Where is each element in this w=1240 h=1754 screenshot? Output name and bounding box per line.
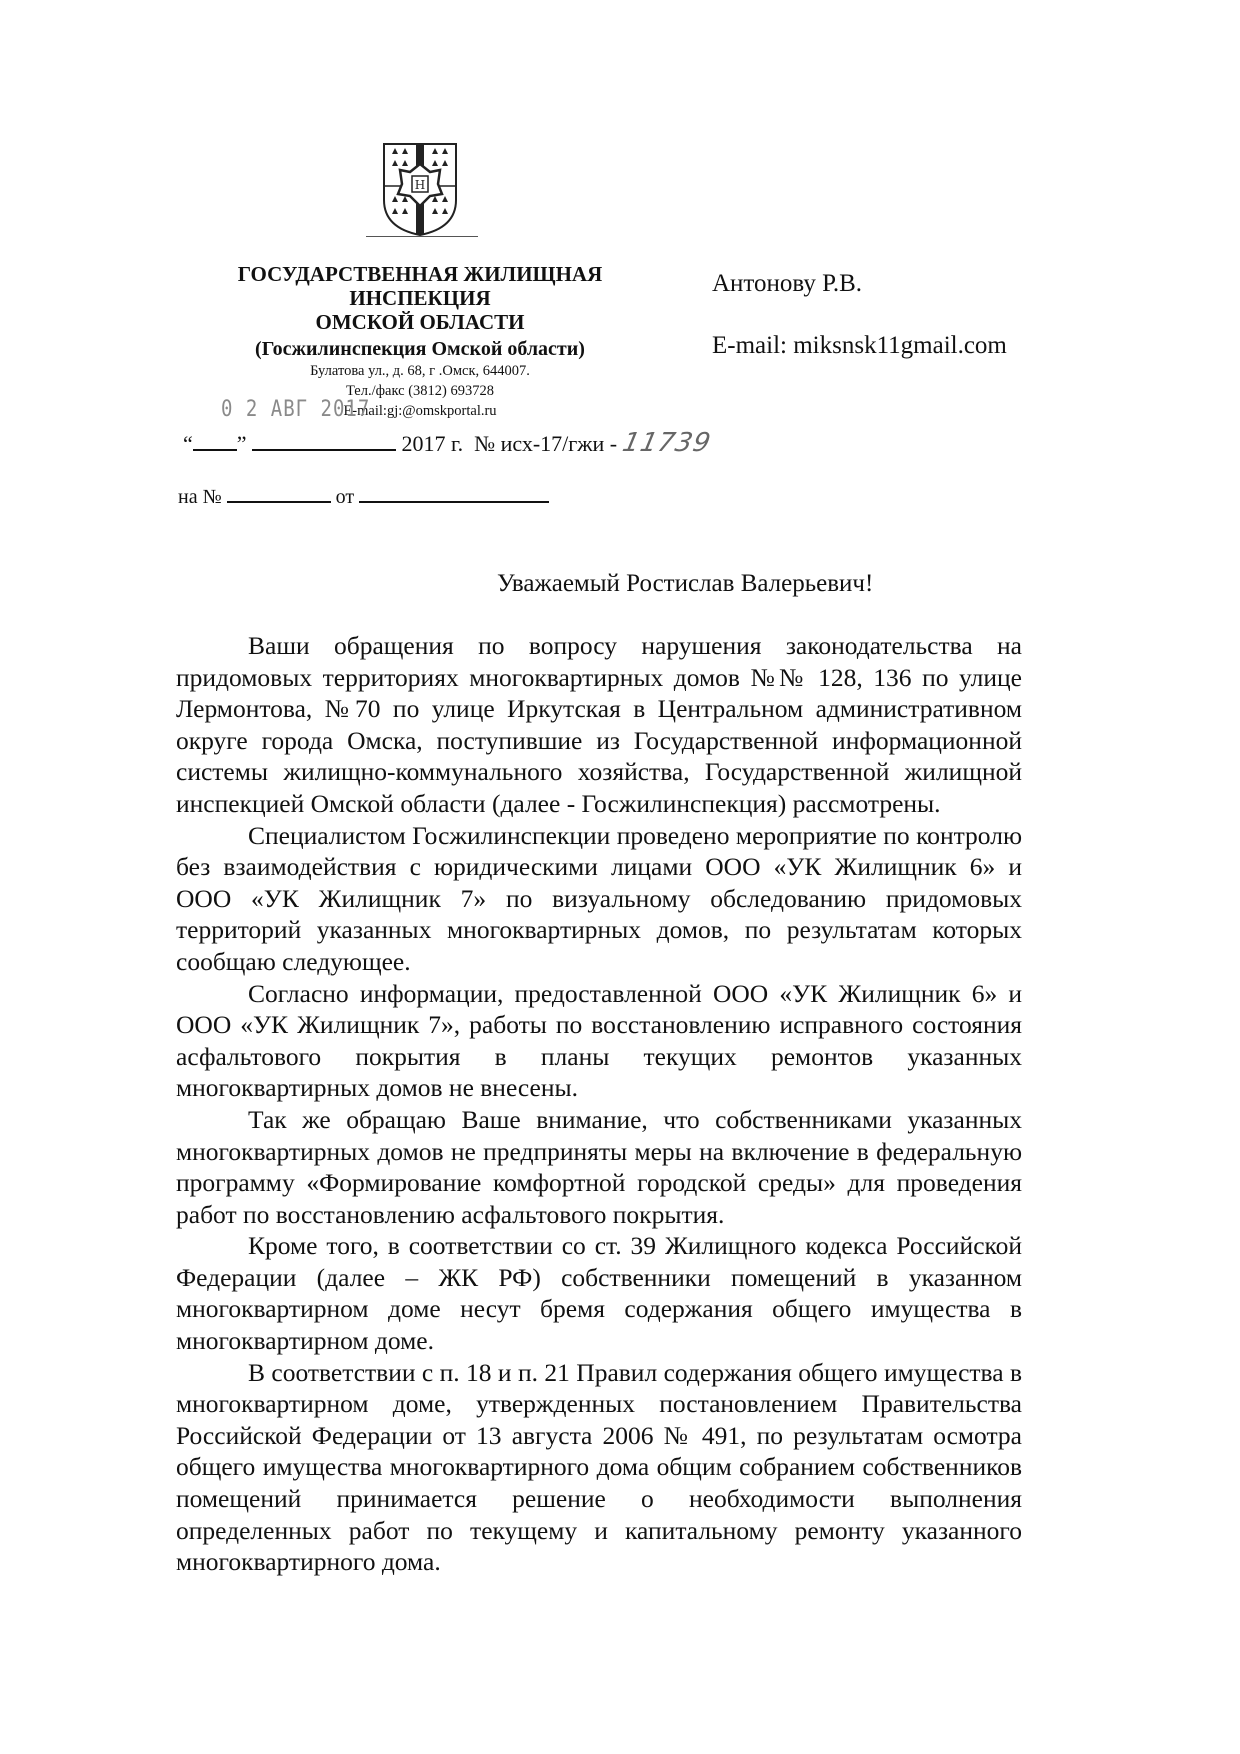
reply-number-prefix: на № bbox=[178, 486, 222, 508]
body-paragraph: В соответствии с п. 18 и п. 21 Правил содержания общего имущества в многоквартирном доме, утвержденных постановлением Правительства Российской Федерации от 13 августа 2006 № 491, по результатам осмотра общего имущества многоквартирного дома общим собранием собственников помещений принимается решение о необходимости выполнения определенных работ по текущему и капитальному ремонту указанного многоквартирного дома. bbox=[176, 1357, 1022, 1577]
outgoing-number-label: № исх-17/гжи - bbox=[474, 431, 618, 456]
svg-text:Н: Н bbox=[414, 178, 426, 192]
org-short-name: (Госжилинспекция Омской области) bbox=[255, 338, 585, 360]
body-paragraph: Согласно информации, предоставленной ООО «УК Жилищник 6» и ООО «УК Жилищник 7», работы по восстановлению исправного состояния асфальтового покрытия в планы текущих ремонтов указанных многоквартирных домов не внесены. bbox=[176, 978, 1022, 1103]
open-quote: “ bbox=[183, 431, 193, 456]
reply-number-blank bbox=[227, 483, 331, 503]
org-name-line-1: ГОСУДАРСТВЕННАЯ ЖИЛИЩНАЯ bbox=[237, 262, 603, 286]
org-phone: Тел./факс (3812) 693728 bbox=[346, 383, 494, 399]
body-paragraph: Кроме того, в соответствии со ст. 39 Жилищного кодекса Российской Федерации (далее – ЖК РФ) собственники помещений в указанном многоквартирном доме несут бремя содержания общего имущества в многоквартирном доме. bbox=[176, 1231, 1022, 1356]
reply-reference bbox=[178, 483, 549, 509]
month-blank bbox=[252, 431, 396, 451]
body-paragraph: Специалистом Госжилинспекции проведено мероприятие по контролю без взаимодействия с юридическими лицами ООО «УК Жилищник 6» и ООО «УК Жилищник 7» по визуальному обследованию придомовых территорий указанных многоквартирных домов, по результатам которых сообщаю следующее. bbox=[176, 820, 1022, 976]
reply-date-blank bbox=[359, 483, 549, 503]
letter-body bbox=[176, 630, 1022, 1578]
org-name-line-3: ОМСКОЙ ОБЛАСТИ bbox=[315, 310, 525, 334]
year-label: 2017 г. bbox=[401, 431, 464, 456]
org-email: E-mail:gj:@omskportal.ru bbox=[343, 403, 497, 419]
salutation: Уважаемый Ростислав Валерьевич! bbox=[497, 570, 874, 597]
close-quote: ” bbox=[236, 431, 247, 456]
body-paragraph: Так же обращаю Ваше внимание, что собственниками указанных многоквартирных домов не предприняты меры на включение в федеральную программу «Формирование комфортной городской среды» для проведения работ по восстановлению асфальтового покрытия. bbox=[176, 1104, 1022, 1229]
body-paragraph: Ваши обращения по вопросу нарушения законодательства на придомовых территориях многоквартирных домов №№ 128, 136 по улице Лермонтова, №70 по улице Иркутская в Центральном административном округе города Омска, поступившие из Государственной информационной системы жилищно-коммунального хозяйства, Государственной жилищной инспекцией Омской области (далее - Госжилинспекция) рассмотрены. bbox=[176, 631, 1022, 818]
org-name-line-2: ИНСПЕКЦИЯ bbox=[349, 286, 491, 310]
day-blank bbox=[193, 431, 237, 451]
coat-of-arms-icon bbox=[380, 140, 460, 238]
handwritten-number: 11739 bbox=[619, 428, 714, 458]
crest-divider bbox=[366, 236, 478, 237]
recipient-name: Антонову Р.В. bbox=[712, 270, 863, 297]
org-address: Булатова ул., д. 68, г .Омск, 644007. bbox=[310, 363, 530, 379]
outgoing-reference bbox=[183, 428, 714, 458]
date-stamp: 0 2 АВГ 2017 bbox=[221, 396, 371, 422]
reply-from-label: от bbox=[335, 486, 355, 508]
recipient-email: E-mail: miksnsk11gmail.com bbox=[712, 332, 1007, 359]
